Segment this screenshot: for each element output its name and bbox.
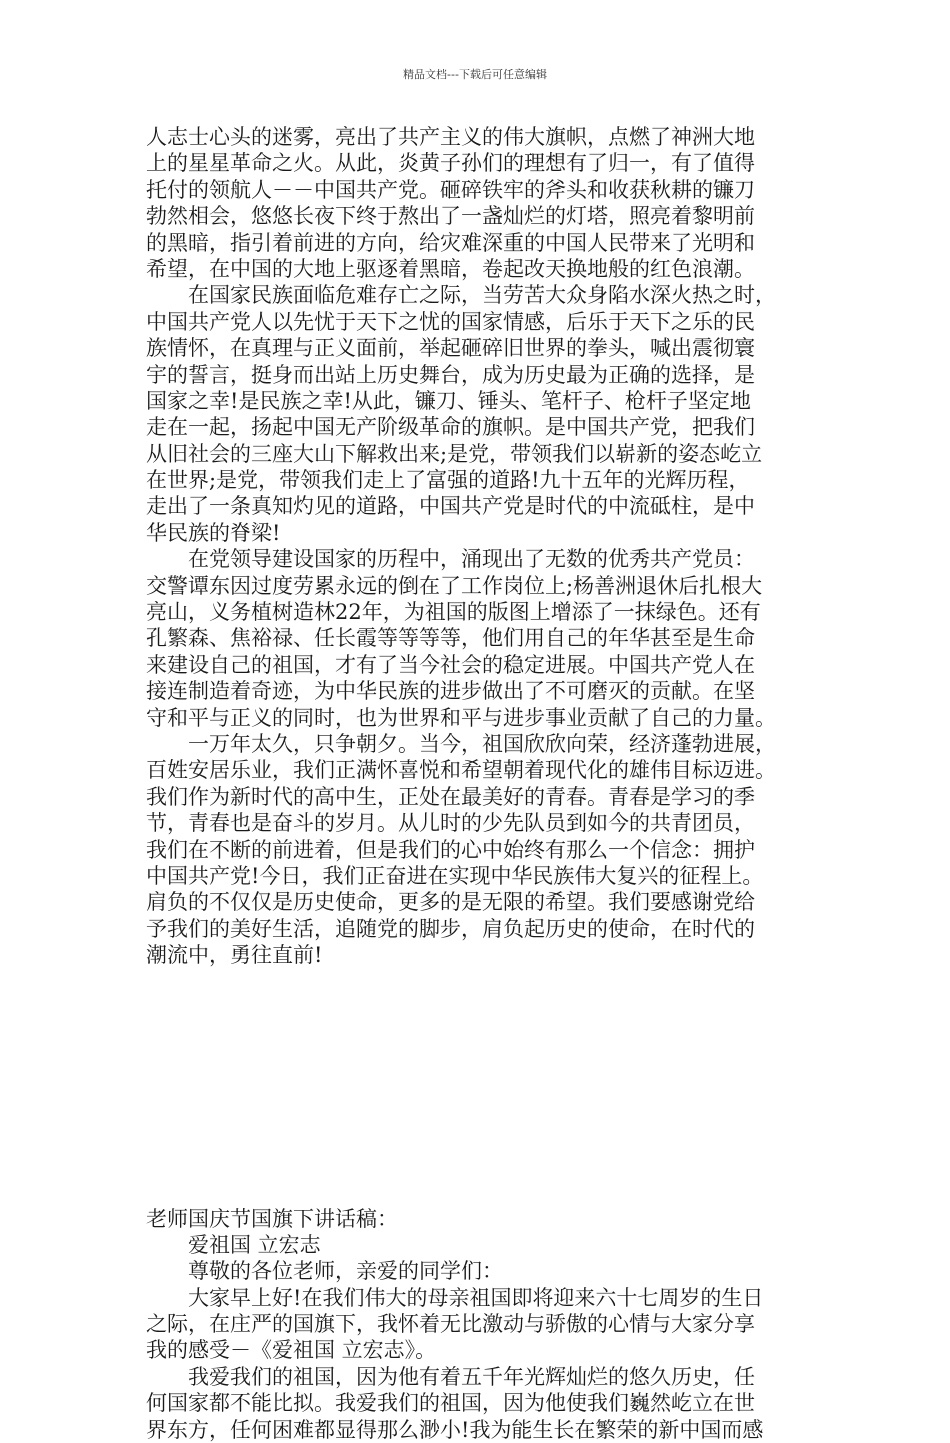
text-line: 华民族的脊梁! xyxy=(146,520,281,545)
text-line: 节，青春也是奋斗的岁月。从儿时的少先队员到如今的共青团员， xyxy=(146,811,755,836)
text-line: 何国家都不能比拟。我爱我们的祖国，因为他使我们巍然屹立在世 xyxy=(146,1391,755,1416)
text-line: 勃然相会，悠悠长夜下终于熬出了一盏灿烂的灯塔，照亮着黎明前 xyxy=(146,204,755,229)
text-line: 我们在不断的前进着，但是我们的心中始终有那么一个信念：拥护 xyxy=(146,837,755,862)
paragraph-start: 在国家民族面临危难存亡之际，当劳苦大众身陷水深火热之时， xyxy=(188,283,776,308)
text-line: 从旧社会的三座大山下解救出来;是党，带领我们以崭新的姿态屹立 xyxy=(146,441,763,466)
text-line: 交警谭东因过度劳累永远的倒在了工作岗位上;杨善洲退休后扎根大 xyxy=(146,573,763,598)
text-line: 我们作为新时代的高中生，正处在最美好的青春。青春是学习的季 xyxy=(146,784,755,809)
text-line: 人志士心头的迷雾，亮出了共产主义的伟大旗帜，点燃了神洲大地 xyxy=(146,125,755,149)
text-line: 之际，在庄严的国旗下，我怀着无比激动与骄傲的心情与大家分享 xyxy=(146,1312,755,1337)
paragraph-start: 一万年太久，只争朝夕。当今，祖国欣欣向荣，经济蓬勃进展， xyxy=(188,731,776,756)
text-line: 的黑暗，指引着前进的方向，给灾难深重的中国人民带来了光明和 xyxy=(146,230,755,255)
text-line: 界东方，任何困难都显得那么渺小!我为能生长在繁荣的新中国而感 xyxy=(146,1417,764,1442)
text-line: 百姓安居乐业，我们正满怀喜悦和希望朝着现代化的雄伟目标迈进。 xyxy=(146,758,776,783)
text-line: 亮山，义务植树造林22年，为祖国的版图上增添了一抹绿色。还有 xyxy=(146,600,761,625)
text-line: 上的星星革命之火。从此，炎黄子孙们的理想有了归一，有了值得 xyxy=(146,151,755,176)
text-line: 走出了一条真知灼见的道路，中国共产党是时代的中流砥柱，是中 xyxy=(146,494,755,519)
paragraph-start: 我爱我们的祖国，因为他有着五千年光辉灿烂的悠久历史，任 xyxy=(188,1364,755,1389)
text-line: 接连制造着奇迹，为中华民族的进步做出了不可磨灭的贡献。在坚 xyxy=(146,679,755,704)
paragraph-start: 大家早上好!在我们伟大的母亲祖国即将迎来六十七周岁的生日 xyxy=(188,1285,764,1310)
text-line: 我的感受－《爱祖国 立宏志》。 xyxy=(146,1338,437,1363)
page-header: 精品文档---下载后可任意编辑 xyxy=(403,68,547,81)
text-line: 走在一起，扬起中国无产阶级革命的旗帜。是中国共产党，把我们 xyxy=(146,415,755,440)
text-line: 中国共产党人以先忧于天下之忧的国家情感，后乐于天下之乐的民 xyxy=(146,309,755,334)
text-line: 来建设自己的祖国，才有了当今社会的稳定进展。中国共产党人在 xyxy=(146,652,755,677)
speech-title: 爱祖国 立宏志 xyxy=(188,1232,321,1257)
salutation: 尊敬的各位老师，亲爱的同学们： xyxy=(188,1259,503,1284)
text-line: 托付的领航人－－中国共产党。砸碎铁牢的斧头和收获秋耕的镰刀 xyxy=(146,177,755,202)
text-line: 肩负的不仅仅是历史使命，更多的是无限的希望。我们要感谢党给 xyxy=(146,890,755,915)
text-line: 予我们的美好生活，追随党的脚步，肩负起历史的使命，在时代的 xyxy=(146,916,755,941)
text-line: 族情怀，在真理与正义面前，举起砸碎旧世界的拳头，喊出震彻寰 xyxy=(146,336,755,361)
section-title: 老师国庆节国旗下讲话稿： xyxy=(146,1206,398,1231)
text-line: 希望，在中国的大地上驱逐着黑暗，卷起改天换地般的红色浪潮。 xyxy=(146,256,755,281)
section-gap xyxy=(146,969,811,1206)
text-line: 中国共产党!今日，我们正奋进在实现中华民族伟大复兴的征程上。 xyxy=(146,863,764,888)
document-body xyxy=(146,124,811,1443)
text-line: 潮流中，勇往直前! xyxy=(146,943,323,968)
text-line: 国家之幸!是民族之幸!从此，镰刀、锤头、笔杆子、枪杆子坚定地 xyxy=(146,388,751,413)
text-line: 孔繁森、焦裕禄、任长霞等等等等，他们用自己的年华甚至是生命 xyxy=(146,626,755,651)
text-line: 宇的誓言，挺身而出站上历史舞台，成为历史最为正确的选择，是 xyxy=(146,362,755,387)
text-line: 守和平与正义的同时，也为世界和平与进步事业贡献了自己的力量。 xyxy=(146,705,776,730)
paragraph-start: 在党领导建设国家的历程中，涌现出了无数的优秀共产党员： xyxy=(188,547,755,572)
text-line: 在世界;是党，带领我们走上了富强的道路!九十五年的光辉历程， xyxy=(146,468,750,493)
